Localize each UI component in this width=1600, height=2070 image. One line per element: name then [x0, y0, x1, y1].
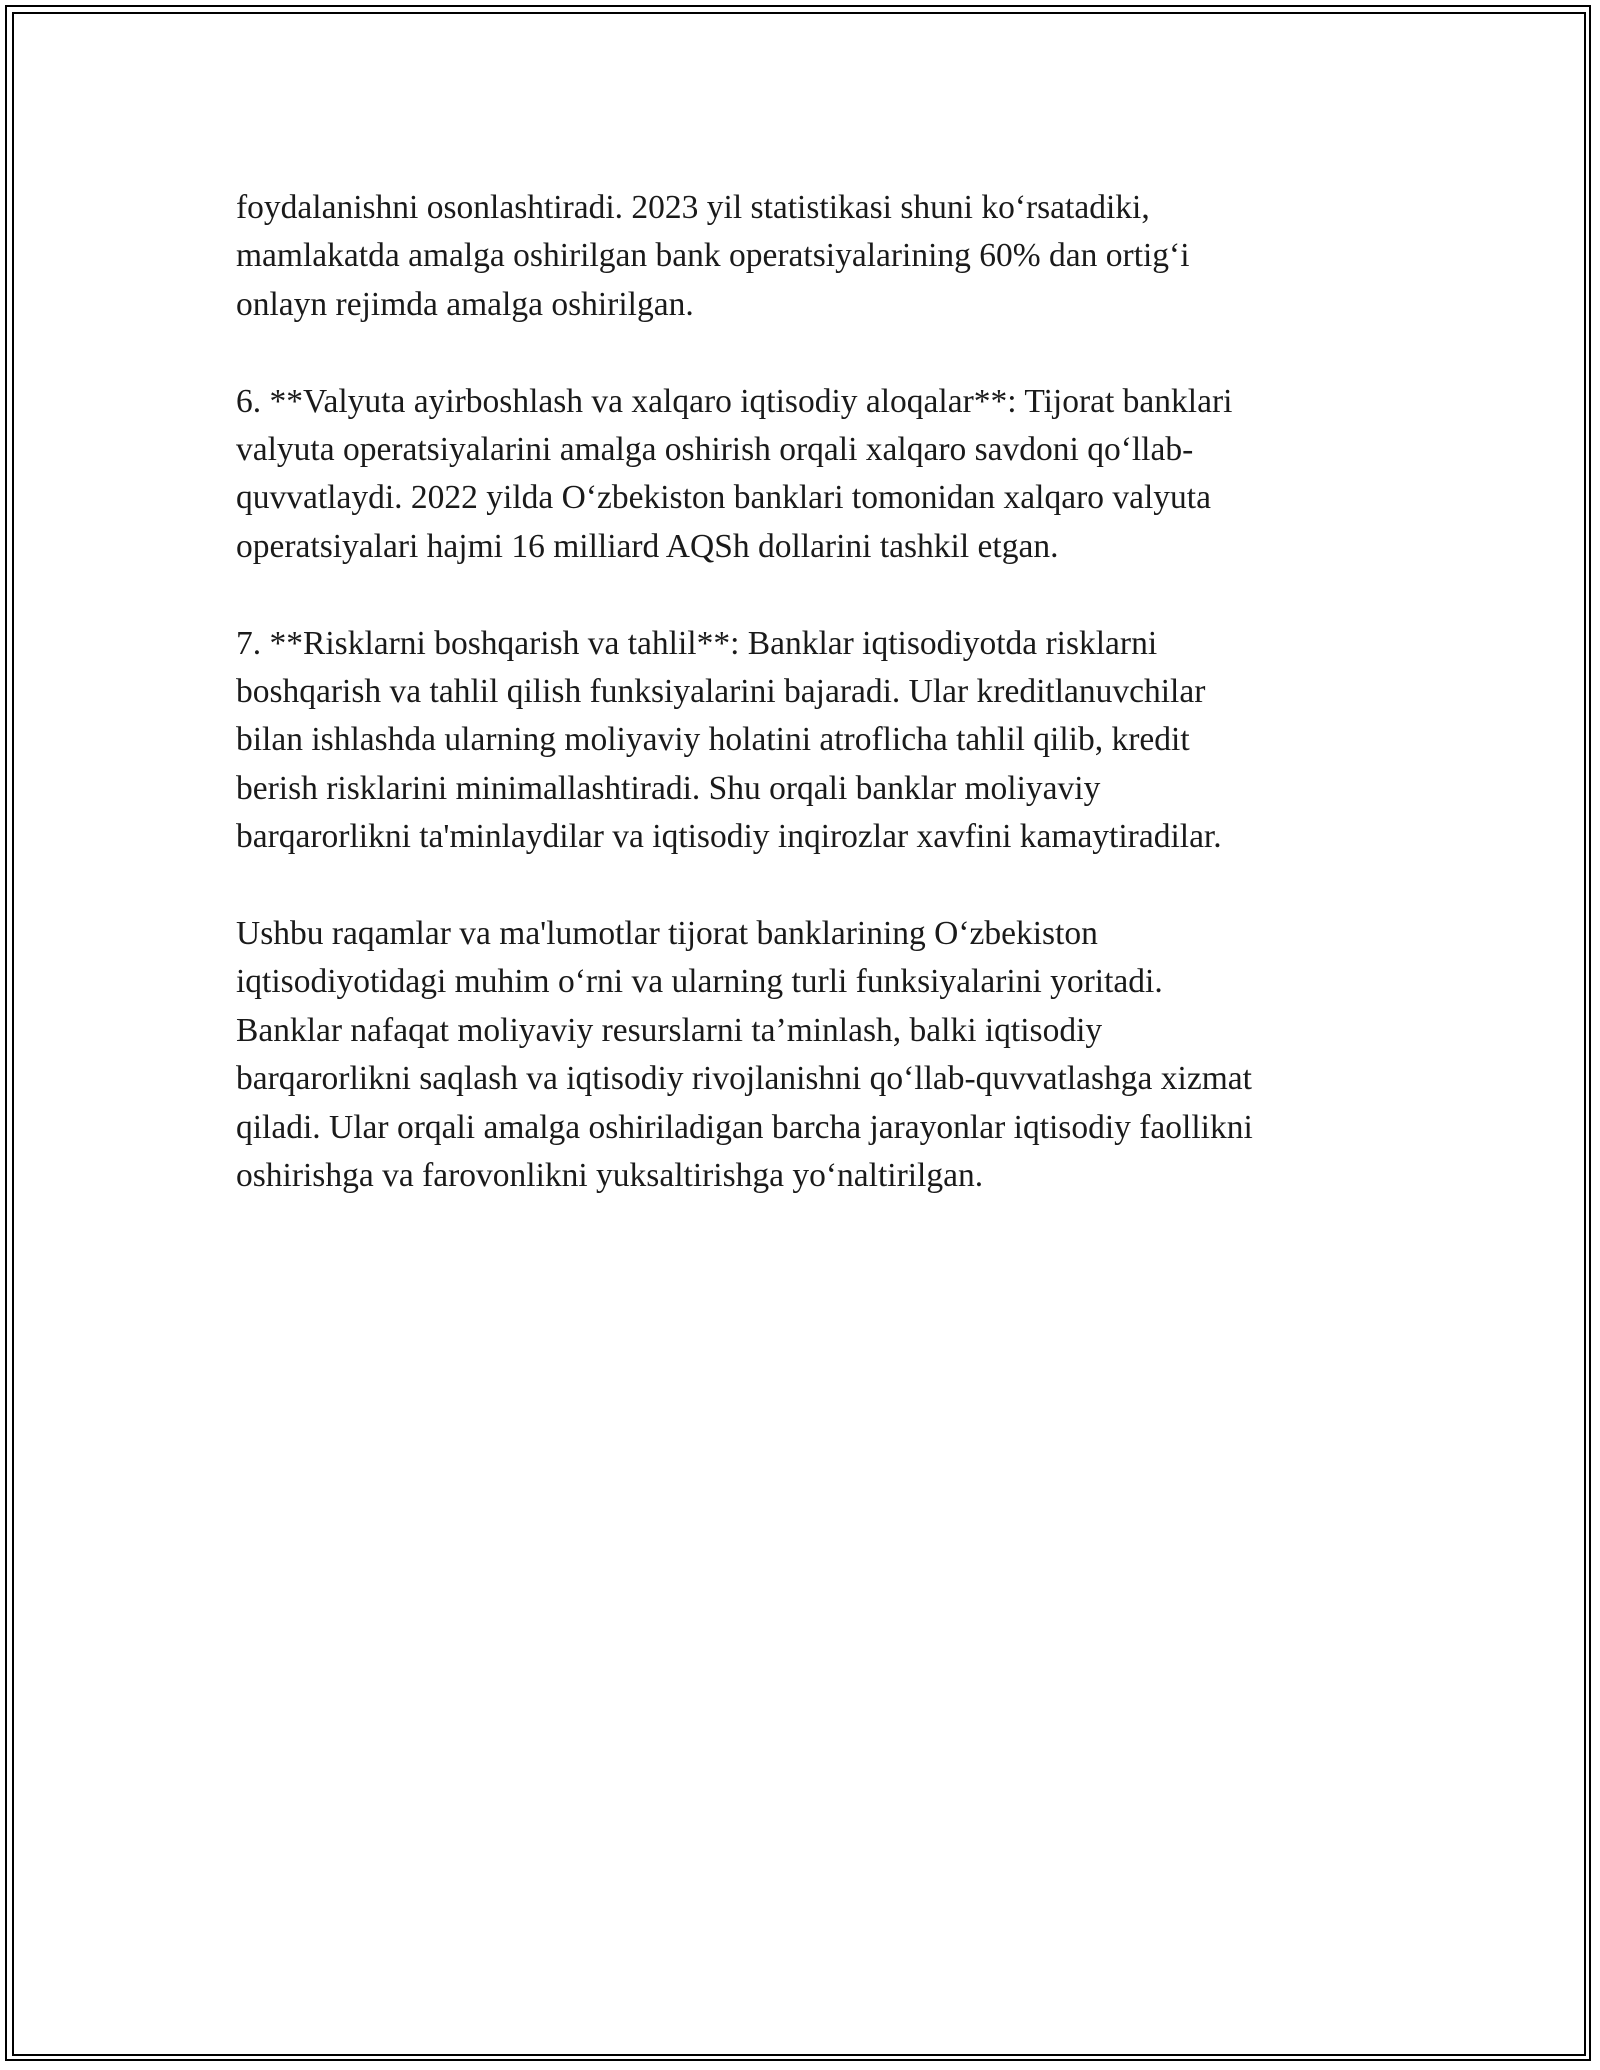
- text-line: barqarorlikni saqlash va iqtisodiy rivojlanishni qo‘llab-quvvatlashga xizmat: [236, 1060, 1252, 1098]
- text-line: valyuta operatsiyalarini amalga oshirish orqali xalqaro savdoni qo‘llab-: [236, 431, 1194, 469]
- text-line: onlayn rejimda amalga oshirilgan.: [236, 285, 694, 323]
- paragraph-online-banking: [236, 184, 1376, 329]
- text-line: 7. **Risklarni boshqarish va tahlil**: Banklar iqtisodiyotda risklarni: [236, 624, 1158, 662]
- text-line: operatsiyalari hajmi 16 milliard AQSh dollarini tashkil etgan.: [236, 527, 1059, 565]
- text-line: boshqarish va tahlil qilish funksiyalarini bajaradi. Ular kreditlanuvchilar: [236, 673, 1206, 711]
- document-body: [236, 184, 1376, 1249]
- paragraph-currency-exchange: [236, 378, 1376, 572]
- text-line: 6. **Valyuta ayirboshlash va xalqaro iqtisodiy aloqalar**: Tijorat banklari: [236, 382, 1233, 420]
- text-line: Ushbu raqamlar va ma'lumotlar tijorat banklarining O‘zbekiston: [236, 915, 1098, 953]
- text-line: quvvatlaydi. 2022 yilda O‘zbekiston banklari tomonidan xalqaro valyuta: [236, 479, 1211, 517]
- text-line: qiladi. Ular orqali amalga oshiriladigan barcha jarayonlar iqtisodiy faollikni: [236, 1108, 1253, 1146]
- text-line: Banklar nafaqat moliyaviy resurslarni ta’minlash, balki iqtisodiy: [236, 1011, 1103, 1049]
- text-line: berish risklarini minimallashtiradi. Shu orqali banklar moliyaviy: [236, 769, 1101, 807]
- text-line: iqtisodiyotidagi muhim o‘rni va ularning turli funksiyalarini yoritadi.: [236, 963, 1163, 1001]
- text-line: bilan ishlashda ularning moliyaviy holatini atroflicha tahlil qilib, kredit: [236, 721, 1190, 759]
- text-line: foydalanishni osonlashtiradi. 2023 yil statistikasi shuni ko‘rsatadiki,: [236, 189, 1150, 226]
- paragraph-risk-management: [236, 620, 1376, 862]
- text-line: oshirishga va farovonlikni yuksaltirishga yo‘naltirilgan.: [236, 1157, 984, 1195]
- text-line: mamlakatda amalga oshirilgan bank operatsiyalarining 60% dan ortig‘i: [236, 237, 1190, 275]
- text-line: barqarorlikni ta'minlaydilar va iqtisodiy inqirozlar xavfini kamaytiradilar.: [236, 818, 1222, 856]
- paragraph-conclusion: [236, 910, 1376, 1200]
